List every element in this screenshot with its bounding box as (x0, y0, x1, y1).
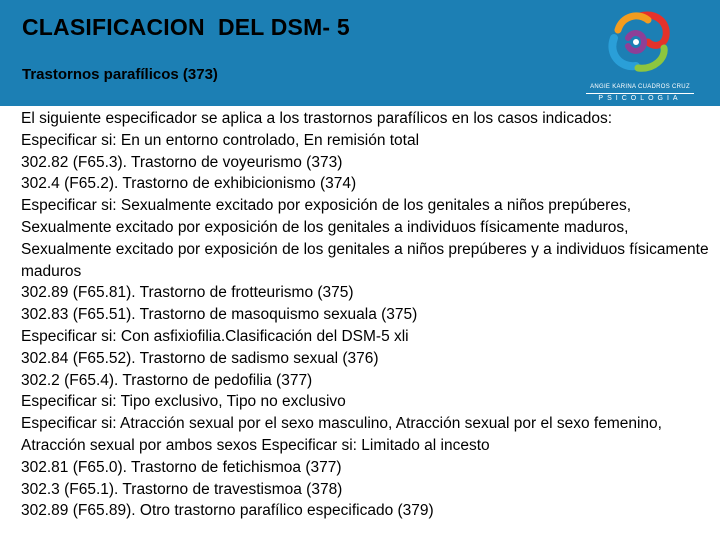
body-paragraph: 302.89 (F65.81). Trastorno de frotteurismo (375) (21, 284, 354, 302)
body-paragraph: 302.82 (F65.3). Trastorno de voyeurismo (373) (21, 153, 343, 171)
slide-body (21, 108, 711, 522)
slide-subtitle: Trastornos parafílicos (373) (22, 66, 218, 83)
logo-divider (586, 93, 694, 94)
body-paragraph: 302.3 (F65.1). Trastorno de travestismoa (378) (21, 480, 343, 498)
body-paragraph: 302.84 (F65.52). Trastorno de sadismo sexual (376) (21, 349, 379, 367)
logo-subtitle-text: PSICOLOGIA (598, 95, 682, 102)
body-paragraph: Especificar si: Sexualmente excitado por exposición de los genitales a niños prepúberes, Sexualmente excitado por exposición de los genitales a individuos físicamente maduros, Sexualmente excitado por exposición de los genitales a niños prepúberes y a individuos físicamente maduros (21, 197, 709, 280)
body-paragraph: Especificar si: Con asfixiofilia.Clasificación del DSM-5 xli (21, 327, 409, 345)
slide-title: CLASIFICACION DEL DSM- 5 (22, 14, 350, 40)
body-paragraph: 302.4 (F65.2). Trastorno de exhibicionismo (374) (21, 175, 357, 193)
body-paragraph: El siguiente especificador se aplica a los trastornos parafílicos en los casos indicados: (21, 110, 613, 127)
body-paragraph: Especificar si: En un entorno controlado, En remisión total (21, 131, 420, 149)
body-paragraph: 302.83 (F65.51). Trastorno de masoquismo sexuala (375) (21, 306, 418, 324)
body-paragraph: 302.89 (F65.89). Otro trastorno parafílico especificado (379) (21, 502, 434, 520)
body-paragraph: 302.81 (F65.0). Trastorno de fetichismoa (377) (21, 458, 342, 476)
body-paragraph: 302.2 (F65.4). Trastorno de pedofilia (377) (21, 371, 313, 389)
psychology-logo (580, 8, 700, 106)
header-banner (0, 0, 720, 106)
logo-name-text: ANGIE KARINA CUADROS CRUZ (590, 84, 690, 90)
body-paragraph: Especificar si: Tipo exclusivo, Tipo no exclusivo (21, 393, 346, 411)
body-paragraph: Especificar si: Atracción sexual por el sexo masculino, Atracción sexual por el sexo femenino, Atracción sexual por ambos sexos Especificar si: Limitado al incesto (21, 415, 662, 454)
logo-swirl-icon (598, 8, 682, 82)
